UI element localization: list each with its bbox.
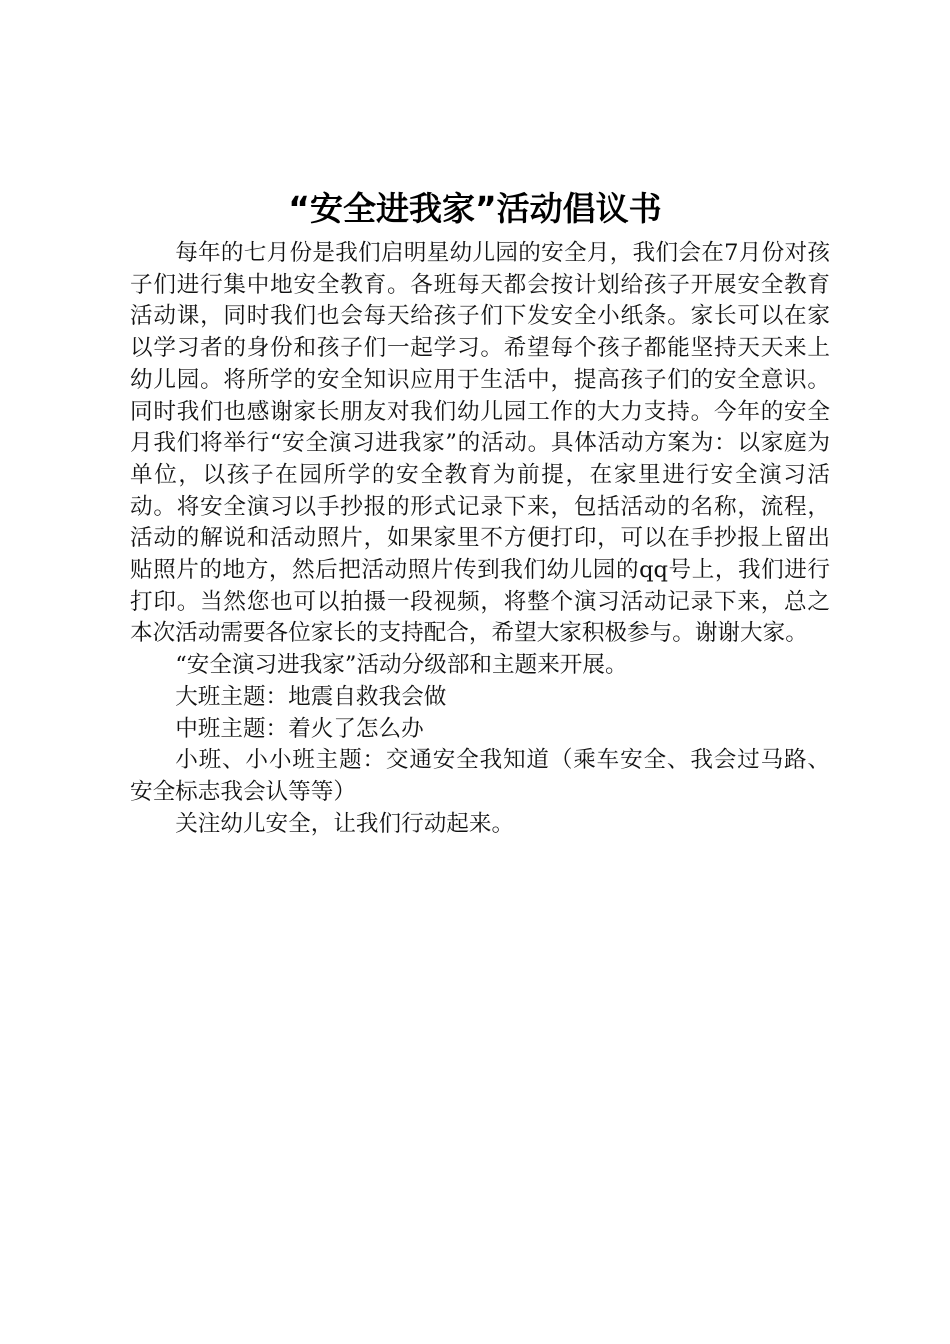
paragraph-senior-class-theme: 大班主题：地震自救我会做 [175,683,447,710]
document-title: “安全进我家”活动倡议书 [288,189,662,228]
paragraph-closing: 关注幼儿安全，让我们行动起来。 [175,810,515,837]
paragraph-intro: 每年的七月份是我们启明星幼儿园的安全月，我们会在7月份对孩子们进行集中地安全教育。各班每天都会按计划给孩子开展安全教育活动课，同时我们也会每天给孩子们下发安全小纸条。家长可以在家以学习者的身份和孩子们一起学习。希望每个孩子都能坚持天天来上幼儿园。将所学的安全知识应用于生活中，提高孩子们的安全意识。同时我们也感谢家长朋友对我们幼儿园工作的大力支持。今年的安全月我们将举行“安全演习进我家”的活动。具体活动方案为：以家庭为单位，以孩子在园所学的安全教育为前提，在家里进行安全演习活动。将安全演习以手抄报的形式记录下来，包括活动的名称，流程，活动的解说和活动照片，如果家里不方便打印，可以在手抄报上留出贴照片的地方，然后把活动照片传到我们幼儿园的qq号上，我们进行打印。当然您也可以拍摄一段视频，将整个演习活动记录下来，总之本次活动需要各位家长的支持配合，希望大家积极参与。谢谢大家。 [130,240,830,647]
document-body [130,238,830,840]
paragraph-middle-class-theme: 中班主题：着火了怎么办 [175,715,424,742]
paragraph-activity-overview: “安全演习进我家”活动分级部和主题来开展。 [175,652,628,679]
paragraph-junior-class-theme: 小班、小小班主题：交通安全我知道（乘车安全、我会过马路、安全标志我会认等等） [130,747,830,805]
